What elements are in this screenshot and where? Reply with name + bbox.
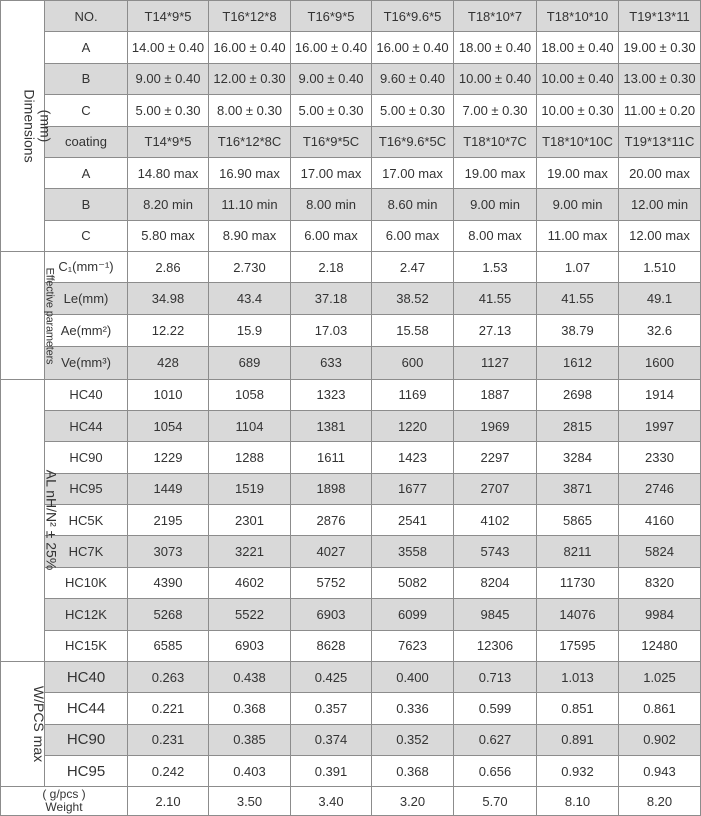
table-cell: 8628 [291,630,372,661]
row-label: HC15K [45,630,128,661]
table-cell: T19*13*11C [619,126,701,157]
table-cell: 1323 [291,379,372,410]
table-cell: T16*9.6*5 [372,1,454,32]
table-cell: 1.07 [537,252,619,283]
table-cell: T18*10*7C [454,126,537,157]
table-cell: 2195 [128,505,209,536]
table-cell: 34.98 [128,283,209,314]
table-cell: 14.00 ± 0.40 [128,32,209,63]
table-cell: 5522 [209,599,291,630]
table-cell: 19.00 max [537,157,619,188]
row-label: HC5K [45,505,128,536]
table-cell: 1288 [209,442,291,473]
table-cell: 1169 [372,379,454,410]
table-cell: 4390 [128,567,209,598]
table-cell: 9.60 ± 0.40 [372,63,454,94]
table-cell: 12.00 min [619,189,701,220]
dimensions-section-label [1,1,54,252]
table-cell: 3.50 [209,787,291,816]
table-row [1,473,701,504]
table-cell: 0.656 [454,756,537,787]
row-label: HC40 [45,379,128,410]
table-cell: 41.55 [454,283,537,314]
table-cell: T16*12*8C [209,126,291,157]
table-cell: 16.00 ± 0.40 [291,32,372,63]
table-row [1,536,701,567]
table-cell: 0.400 [372,661,454,692]
table-cell: 1997 [619,410,701,441]
table-cell: T14*9*5 [128,1,209,32]
table-cell: 5865 [537,505,619,536]
table-cell: 6585 [128,630,209,661]
table-cell: 7.00 ± 0.30 [454,95,537,126]
table-cell: 0.231 [128,724,209,755]
row-label: coating [45,126,128,157]
dimensions-label-line: (mm) [37,109,54,143]
table-cell: 428 [128,347,209,379]
row-label: HC7K [45,536,128,567]
table-cell: 8.60 min [372,189,454,220]
table-cell: 2698 [537,379,619,410]
table-cell: 8211 [537,536,619,567]
table-cell: 2.18 [291,252,372,283]
table-cell: 5.00 ± 0.30 [372,95,454,126]
table-cell: T16*9*5 [291,1,372,32]
table-cell: 1381 [291,410,372,441]
table-cell: 0.374 [291,724,372,755]
table-cell: 15.58 [372,314,454,346]
table-cell: 0.902 [619,724,701,755]
table-cell: T14*9*5 [128,126,209,157]
table-cell: 8.20 [619,787,701,816]
table-row [1,442,701,473]
table-row [1,787,701,816]
table-cell: 17.03 [291,314,372,346]
table-cell: 6.00 max [291,220,372,251]
table-cell: 3284 [537,442,619,473]
table-cell: 14076 [537,599,619,630]
table-cell: 633 [291,347,372,379]
table-cell: 9845 [454,599,537,630]
table-cell: 6099 [372,599,454,630]
table-cell: 5752 [291,567,372,598]
row-label: C₁(mm⁻¹) [45,252,128,283]
row-label: HC44 [45,693,128,724]
table-cell: 10.00 ± 0.40 [537,63,619,94]
table-cell: 1.53 [454,252,537,283]
table-row [1,189,701,220]
weight-label-line: Weight [45,800,83,815]
table-cell: 1423 [372,442,454,473]
table-cell: 16.00 ± 0.40 [372,32,454,63]
table-cell: 12.00 max [619,220,701,251]
table-cell: 1.510 [619,252,701,283]
table-cell: T18*10*10 [537,1,619,32]
table-cell: 2746 [619,473,701,504]
row-label: HC40 [45,661,128,692]
table-cell: 1600 [619,347,701,379]
table-cell: 41.55 [537,283,619,314]
table-cell: 1127 [454,347,537,379]
table-row [1,630,701,661]
table-cell: 19.00 ± 0.30 [619,32,701,63]
table-cell: 0.438 [209,661,291,692]
table-cell: 3558 [372,536,454,567]
table-cell: 15.9 [209,314,291,346]
table-cell: 8204 [454,567,537,598]
table-row [1,410,701,441]
table-cell: 2707 [454,473,537,504]
table-cell: 4102 [454,505,537,536]
table-cell: 17.00 max [291,157,372,188]
table-cell: 0.627 [454,724,537,755]
table-row [1,661,701,692]
table-cell: 1898 [291,473,372,504]
table-cell: 8320 [619,567,701,598]
effective-parameters-section-label [1,252,56,380]
table-cell: 3221 [209,536,291,567]
row-label: Ae(mm²) [45,314,128,346]
table-cell: 5824 [619,536,701,567]
table-cell: 9.00 min [454,189,537,220]
row-label: Le(mm) [45,283,128,314]
table-row [1,63,701,94]
table-cell: 38.52 [372,283,454,314]
table-cell: 0.713 [454,661,537,692]
table-cell: 9.00 ± 0.40 [128,63,209,94]
table-cell: T16*12*8 [209,1,291,32]
table-cell: 2.47 [372,252,454,283]
table-row [1,599,701,630]
table-cell: 8.90 max [209,220,291,251]
row-label: HC95 [45,756,128,787]
table-cell: 0.263 [128,661,209,692]
table-cell: 9984 [619,599,701,630]
table-cell: 0.861 [619,693,701,724]
table-cell: 1612 [537,347,619,379]
table-cell: 17.00 max [372,157,454,188]
table-cell: 9.00 min [537,189,619,220]
table-cell: 2330 [619,442,701,473]
table-cell: 5082 [372,567,454,598]
table-cell: 5268 [128,599,209,630]
table-row [1,756,701,787]
table-cell: 7623 [372,630,454,661]
table-cell: 0.352 [372,724,454,755]
table-cell: 8.10 [537,787,619,816]
table-cell: 16.90 max [209,157,291,188]
table-cell: 2541 [372,505,454,536]
table-cell: 2297 [454,442,537,473]
table-row [1,126,701,157]
table-row [1,567,701,598]
table-cell: 1229 [128,442,209,473]
table-cell: 4027 [291,536,372,567]
wpcs-label-text: W/PCS max [31,686,48,763]
table-cell: 1054 [128,410,209,441]
table-cell: 2815 [537,410,619,441]
table-cell: 12306 [454,630,537,661]
table-row [1,157,701,188]
table-cell: 10.00 ± 0.40 [454,63,537,94]
table-cell: 14.80 max [128,157,209,188]
table-cell: 3.20 [372,787,454,816]
table-row [1,283,701,314]
table-cell: 0.932 [537,756,619,787]
dimensions-label-line: Dimensions [21,89,38,163]
table-cell: 0.851 [537,693,619,724]
table-row [1,724,701,755]
row-label: A [45,32,128,63]
effective-label-text: Effective parameters [43,267,56,365]
table-cell: 0.599 [454,693,537,724]
table-cell: 0.385 [209,724,291,755]
table-cell: 2.10 [128,787,209,816]
row-label: HC12K [45,599,128,630]
table-cell: 17595 [537,630,619,661]
table-cell: 0.336 [372,693,454,724]
table-cell: 32.6 [619,314,701,346]
row-label: C [45,220,128,251]
table-cell: 8.00 min [291,189,372,220]
table-cell: 0.391 [291,756,372,787]
table-cell: 18.00 ± 0.40 [537,32,619,63]
row-label: B [45,189,128,220]
table-row [1,95,701,126]
table-cell: 1.025 [619,661,701,692]
table-cell: 49.1 [619,283,701,314]
table-cell: 16.00 ± 0.40 [209,32,291,63]
table-cell: 5.70 [454,787,537,816]
table-row [1,314,701,346]
table-cell: 1058 [209,379,291,410]
table-cell: 2301 [209,505,291,536]
table-cell: 6903 [209,630,291,661]
table-cell: 6.00 max [372,220,454,251]
row-label: C [45,95,128,126]
table-cell: 27.13 [454,314,537,346]
table-cell: 0.943 [619,756,701,787]
table-cell: 8.00 max [454,220,537,251]
table-row [1,347,701,379]
table-cell: 10.00 ± 0.30 [537,95,619,126]
table-cell: 43.4 [209,283,291,314]
row-label: B [45,63,128,94]
table-cell: T16*9*5C [291,126,372,157]
table-cell: 0.368 [372,756,454,787]
table-row [1,693,701,724]
row-label: HC10K [45,567,128,598]
table-cell: 4160 [619,505,701,536]
row-label: HC44 [45,410,128,441]
table-cell: 9.00 ± 0.40 [291,63,372,94]
row-label: Ve(mm³) [45,347,128,379]
table-cell: 3073 [128,536,209,567]
table-cell: 38.79 [537,314,619,346]
row-label: HC90 [45,724,128,755]
table-cell: 1220 [372,410,454,441]
table-cell: 1010 [128,379,209,410]
table-cell: 5743 [454,536,537,567]
table-cell: 12.22 [128,314,209,346]
table-cell: 12.00 ± 0.30 [209,63,291,94]
table-cell: 600 [372,347,454,379]
table-cell: 19.00 max [454,157,537,188]
weight-label [1,787,128,816]
al-section-label [1,379,60,661]
table-cell: 6903 [291,599,372,630]
table-cell: 2876 [291,505,372,536]
table-cell: 0.242 [128,756,209,787]
table-cell: 13.00 ± 0.30 [619,63,701,94]
row-label: HC95 [45,473,128,504]
table-cell: 0.403 [209,756,291,787]
table-cell: 1519 [209,473,291,504]
row-label: HC90 [45,442,128,473]
table-cell: 8.00 ± 0.30 [209,95,291,126]
row-label: NO. [45,1,128,32]
table-cell: 0.425 [291,661,372,692]
table-cell: T18*10*7 [454,1,537,32]
table-cell: 3.40 [291,787,372,816]
table-cell: 5.00 ± 0.30 [128,95,209,126]
table-cell: 11.00 max [537,220,619,251]
table-cell: 4602 [209,567,291,598]
table-cell: 11.00 ± 0.20 [619,95,701,126]
table-row [1,505,701,536]
table-row [1,1,701,32]
table-cell: 5.80 max [128,220,209,251]
table-cell: 37.18 [291,283,372,314]
weight-label-line: ( g/pcs ) [42,787,86,802]
table-row [1,379,701,410]
table-row [1,220,701,251]
table-cell: 8.20 min [128,189,209,220]
table-cell: 18.00 ± 0.40 [454,32,537,63]
table-cell: 2.86 [128,252,209,283]
al-label-text: AL nH/N² ± 25% [43,469,60,571]
table-cell: 1969 [454,410,537,441]
table-cell: 12480 [619,630,701,661]
table-cell: 0.368 [209,693,291,724]
wpcs-section-label [1,661,48,787]
table-cell: 11730 [537,567,619,598]
table-cell: 3871 [537,473,619,504]
table-cell: 20.00 max [619,157,701,188]
table-cell: 2.730 [209,252,291,283]
table-row [1,252,701,283]
row-label: A [45,157,128,188]
table-cell: T19*13*11 [619,1,701,32]
table-cell: 0.221 [128,693,209,724]
table-cell: 1914 [619,379,701,410]
table-cell: T18*10*10C [537,126,619,157]
table-cell: 5.00 ± 0.30 [291,95,372,126]
table-row [1,32,701,63]
table-cell: 1677 [372,473,454,504]
table-cell: 1887 [454,379,537,410]
table-cell: 1449 [128,473,209,504]
table-cell: 689 [209,347,291,379]
table-cell: 11.10 min [209,189,291,220]
table-cell: 0.357 [291,693,372,724]
table-cell: 1611 [291,442,372,473]
table-cell: 0.891 [537,724,619,755]
table-cell: 1.013 [537,661,619,692]
table-cell: 1104 [209,410,291,441]
table-cell: T16*9.6*5C [372,126,454,157]
